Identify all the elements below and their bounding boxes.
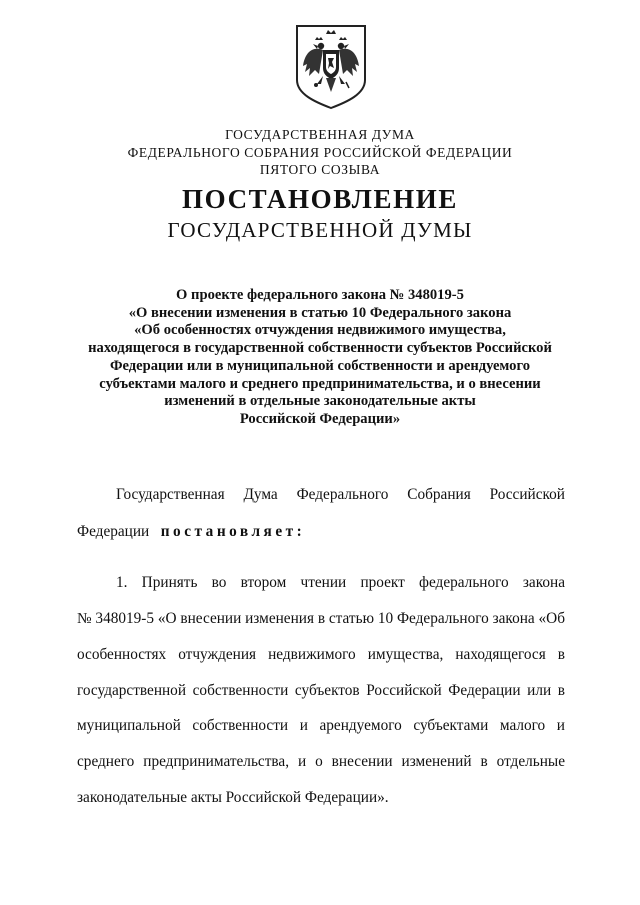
subject-line: находящегося в государственной собственности субъектов Российской (88, 340, 552, 357)
document-subtitle: ГОСУДАРСТВЕННОЙ ДУМЫ (167, 218, 473, 242)
subject-line: «О внесении изменения в статью 10 Федерального закона (128, 304, 512, 321)
subject-line: Федерации или в муниципальной собственности и арендуемого (109, 357, 531, 374)
subject-line: О проекте федерального закона № 348019-5 (176, 287, 464, 303)
clause-1-line: муниципальной собственности и арендуемого субъектами малого и (77, 717, 565, 734)
clause-1-line: № 348019-5 «О внесении изменения в статью 10 Федерального закона «Об (77, 610, 565, 627)
preamble-line-2 (77, 523, 565, 541)
preamble-federation: Федерации (77, 523, 150, 540)
issuer-line-1: ГОСУДАРСТВЕННАЯ ДУМА (225, 127, 415, 142)
issuer-line-3: ПЯТОГО СОЗЫВА (259, 162, 381, 177)
issuer-line-2: ФЕДЕРАЛЬНОГО СОБРАНИЯ РОССИЙСКОЙ ФЕДЕРАЦИИ (127, 144, 513, 160)
clause-1-line: среднего предпринимательства, и о внесении изменений в отдельные (77, 753, 565, 770)
resolves-verb: постановляет: (160, 523, 306, 540)
clause-1-line: особенностях отчуждения недвижимого имущества, находящегося в (77, 646, 565, 663)
clause-1-line: 1. Принять во втором чтении проект федерального закона (116, 574, 565, 591)
subject-line: изменений в отдельные законодательные акты (164, 393, 476, 410)
coat-of-arms-emblem (293, 22, 369, 110)
clause-1-line: государственной собственности субъектов Российской Федерации или в (77, 682, 565, 699)
clause-1-line: законодательные акты Российской Федерации». (77, 789, 389, 806)
preamble-line-1: Государственная Дума Федерального Собрания Российской (116, 486, 565, 503)
document-title: ПОСТАНОВЛЕНИЕ (182, 184, 458, 214)
subject-line: «Об особенностях отчуждения недвижимого имущества, (134, 322, 506, 339)
resolution-subject (30, 287, 610, 429)
issuer-header (0, 126, 640, 179)
subject-line: субъектами малого и среднего предпринимательства, и о внесении (99, 375, 541, 392)
subject-line: Российской Федерации» (239, 410, 401, 427)
